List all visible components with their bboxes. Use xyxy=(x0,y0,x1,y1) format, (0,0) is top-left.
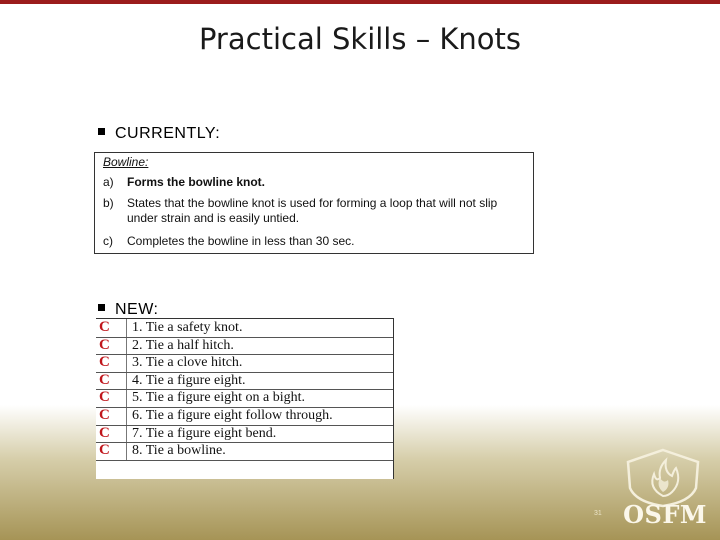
row-text: 6. Tie a figure eight follow through. xyxy=(132,408,333,423)
row-text: 8. Tie a bowline. xyxy=(132,443,226,459)
table-row xyxy=(96,372,393,391)
currently-label: CURRENTLY: xyxy=(115,125,221,142)
page-number: 31 xyxy=(594,510,602,517)
new-label: NEW: xyxy=(115,301,159,318)
table-row xyxy=(96,389,393,408)
bowline-criteria-box xyxy=(94,152,534,254)
table-row xyxy=(96,442,393,461)
check-mark: C xyxy=(99,442,110,459)
check-mark: C xyxy=(99,371,110,388)
table-row xyxy=(96,425,393,444)
table-row-empty xyxy=(96,460,393,478)
row-text: 1. Tie a safety knot. xyxy=(132,320,243,335)
bowline-heading: Bowline: xyxy=(103,155,149,169)
criteria-text: Completes the bowline in less than 30 sec. xyxy=(127,234,355,248)
row-text: 2. Tie a half hitch. xyxy=(132,337,234,353)
criteria-text: Forms the bowline knot. xyxy=(127,175,266,189)
slide-title: Practical Skills – Knots xyxy=(198,22,522,56)
table-row xyxy=(96,319,393,338)
check-mark: C xyxy=(99,407,110,423)
row-text: 4. Tie a figure eight. xyxy=(132,372,246,388)
criteria-letter: a) xyxy=(103,175,114,189)
top-accent-bar xyxy=(0,0,720,4)
check-mark: C xyxy=(99,389,110,406)
check-mark: C xyxy=(99,336,110,353)
criteria-letter: b) xyxy=(103,196,114,210)
knots-skill-table xyxy=(96,318,394,479)
table-row xyxy=(96,407,393,426)
table-row xyxy=(96,354,393,373)
check-mark: C xyxy=(99,424,110,441)
check-mark: C xyxy=(99,354,110,371)
bullet-square-icon xyxy=(98,304,105,311)
row-text: 3. Tie a clove hitch. xyxy=(132,355,243,371)
osfm-logo-text: OSFM xyxy=(623,500,707,529)
table-row xyxy=(96,337,393,356)
row-text: 7. Tie a figure eight bend. xyxy=(132,425,277,441)
criteria-letter: c) xyxy=(103,234,113,248)
row-text: 5. Tie a figure eight on a bight. xyxy=(132,390,306,406)
criteria-text: States that the bowline knot is used for forming a loop that will not slip under strain and is easily untied. xyxy=(127,196,498,225)
bullet-new xyxy=(98,301,158,319)
bullet-square-icon xyxy=(98,128,105,135)
check-mark: C xyxy=(99,319,110,335)
bullet-currently xyxy=(98,125,220,143)
